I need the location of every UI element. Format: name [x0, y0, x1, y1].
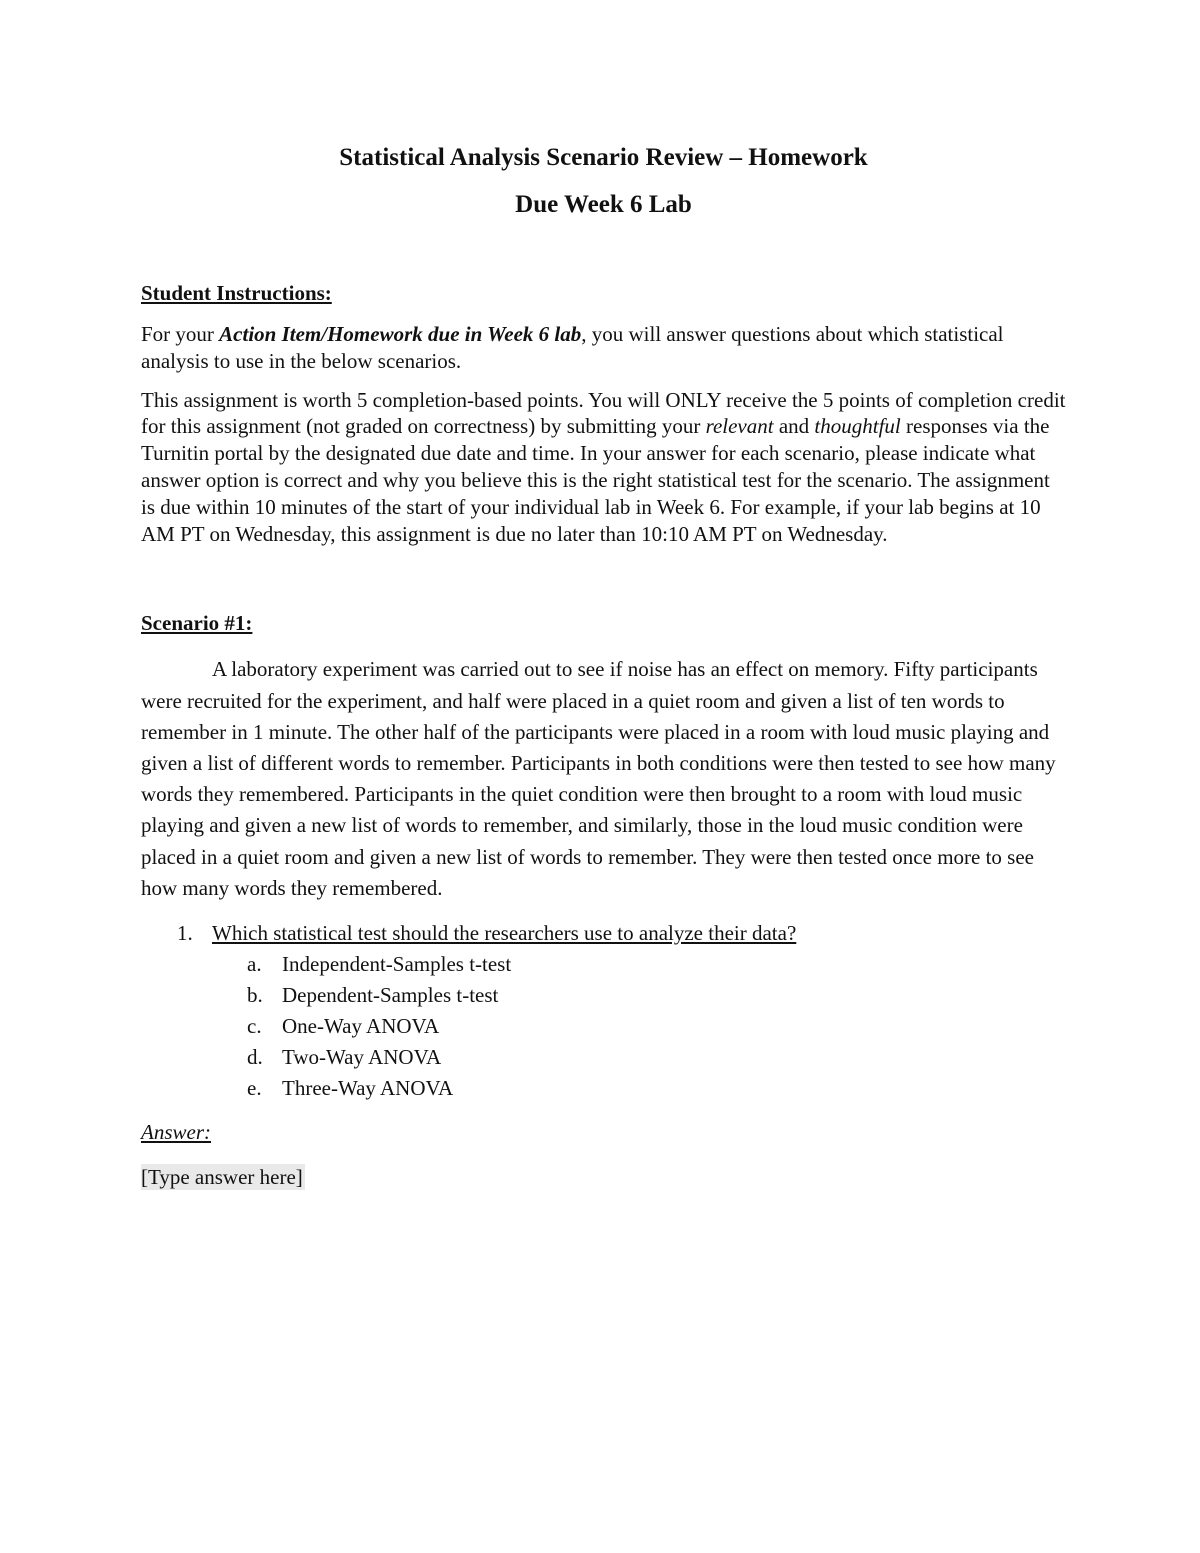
instructions-p2-text-3: responses via the Turnitin portal by the designated due date and time. In your answer for each scenario, please indicate what answer option is correct and why you believe this is the right statistical test for the scenario. The assignment is due within 10 minutes of the start of your individual lab in Week 6. For example, if your lab begins at 10 AM PT on Wednesday, this assignment is due no later than 10:10 AM PT on Wednesday.	[141, 414, 1050, 546]
instructions-p2-text-2: and	[773, 414, 815, 439]
document-title: Statistical Analysis Scenario Review – Homework	[339, 144, 868, 171]
scenario-1-text: A laboratory experiment was carried out to see if noise has an effect on memory. Fifty participants were recruited for the experiment, and half were placed in a quiet room and given a list of ten words to remember in 1 minute. The other half of the participants were placed in a room with loud music playing and given a list of different words to remember. Participants in both conditions were then tested to see how many words they remembered. Participants in the quiet condition were then brought to a room with loud music playing and given a new list of words to remember, and similarly, those in the loud music condition were placed in a quiet room and given a new list of words to remember. They were then tested once more to see how many words they remembered.	[141, 657, 1056, 900]
option-b	[141, 980, 1066, 1011]
scenario-1-heading: Scenario #1:	[141, 611, 253, 636]
instructions-heading: Student Instructions:	[141, 281, 332, 305]
option-d	[141, 1042, 1066, 1073]
instructions-paragraph-2	[141, 387, 1066, 548]
instructions-p1-text-before: For your	[141, 322, 220, 346]
option-label: Dependent-Samples t-test	[282, 983, 499, 1007]
question-1	[141, 918, 1066, 949]
instructions-p1-emphasis: Action Item/Homework due in Week 6 lab	[219, 322, 582, 346]
option-label: One-Way ANOVA	[282, 1014, 440, 1038]
option-letter: b.	[247, 983, 263, 1007]
option-letter: e.	[247, 1076, 262, 1100]
instructions-p1-text-after: , you will answer questions about which statistical analysis to use in the below scenarios.	[141, 322, 1004, 373]
question-text: Which statistical test should the researchers use to analyze their data?	[212, 921, 797, 945]
question-number: 1.	[177, 921, 193, 945]
option-label: Two-Way ANOVA	[282, 1045, 442, 1069]
instructions-p2-italic-thoughtful: thoughtful	[814, 414, 901, 439]
option-letter: c.	[247, 1014, 262, 1038]
answer-input[interactable]: [Type answer here]	[141, 1165, 303, 1189]
document-subtitle: Due Week 6 Lab	[515, 191, 692, 218]
document-body	[141, 140, 1066, 1190]
question-list	[141, 918, 1066, 949]
instructions-paragraph-1	[141, 321, 1066, 375]
option-a	[141, 949, 1066, 980]
option-letter: a.	[247, 952, 262, 976]
option-letter: d.	[247, 1045, 263, 1069]
answer-label: Answer:	[141, 1120, 211, 1144]
option-e	[141, 1073, 1066, 1104]
answer-options	[141, 949, 1066, 1104]
option-label: Three-Way ANOVA	[282, 1076, 454, 1100]
option-c	[141, 1011, 1066, 1042]
answer-area	[141, 1164, 1066, 1190]
instructions-p2-text-1: This assignment is worth 5 completion-based points. You will ONLY receive the 5 points of completion credit for this assignment (not graded on correctness) by submitting your	[141, 387, 1066, 439]
instructions-p2-italic-relevant: relevant	[705, 414, 774, 439]
option-label: Independent-Samples t-test	[282, 952, 512, 976]
